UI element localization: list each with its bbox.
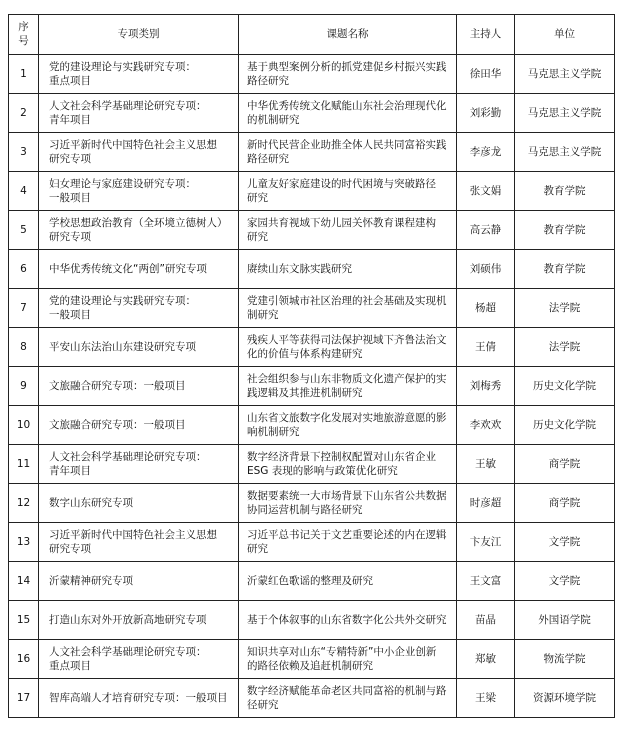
title-line: 径研究 <box>247 699 279 711</box>
category-line: 人文社会科学基础理论研究专项： <box>49 99 207 112</box>
title-line: 数字经济赋能革命老区共同富裕的机制与路 <box>247 684 447 697</box>
category-line: 人文社会科学基础理论研究专项： <box>49 645 207 658</box>
category-line: 研究专项 <box>49 543 91 555</box>
table-row <box>9 328 615 367</box>
title-line: ESG 表现的影响与政策优化研究 <box>247 465 398 477</box>
cell-host: 时彦超 <box>457 484 515 523</box>
table-row <box>9 94 615 133</box>
table-row <box>9 562 615 601</box>
cell-category <box>39 94 239 133</box>
category-line: 沂蒙精神研究专项 <box>49 574 133 587</box>
cell-unit: 商学院 <box>515 484 615 523</box>
cell-serial-number: 13 <box>9 523 39 562</box>
cell-topic-title <box>239 445 457 484</box>
cell-topic-title <box>239 289 457 328</box>
cell-serial-number: 9 <box>9 367 39 406</box>
title-line: 研究 <box>247 543 268 555</box>
header-category: 专项类别 <box>39 15 239 55</box>
table-body <box>9 55 615 718</box>
category-line: 研究专项 <box>49 153 91 165</box>
title-line: 基于典型案例分析的抓党建促乡村振兴实践 <box>247 60 447 73</box>
cell-category <box>39 640 239 679</box>
title-line: 知识共享对山东“专精特新”中小企业创新 <box>247 645 437 658</box>
cell-serial-number: 4 <box>9 172 39 211</box>
cell-topic-title <box>239 640 457 679</box>
cell-unit: 马克思主义学院 <box>515 133 615 172</box>
cell-unit: 文学院 <box>515 562 615 601</box>
cell-category <box>39 445 239 484</box>
cell-host: 高云静 <box>457 211 515 250</box>
table-header-row <box>9 15 615 55</box>
title-line: 家园共育视域下幼儿园关怀教育课程建构 <box>247 216 436 229</box>
cell-unit: 历史文化学院 <box>515 367 615 406</box>
category-line: 一般项目 <box>49 192 91 204</box>
cell-serial-number: 10 <box>9 406 39 445</box>
cell-category <box>39 172 239 211</box>
table-row <box>9 523 615 562</box>
title-line: 路径研究 <box>247 153 289 165</box>
cell-topic-title <box>239 328 457 367</box>
cell-topic-title <box>239 172 457 211</box>
cell-host: 徐田华 <box>457 55 515 94</box>
title-line: 习近平总书记关于文艺重要论述的内在逻辑 <box>247 528 447 541</box>
cell-serial-number: 16 <box>9 640 39 679</box>
category-line: 青年项目 <box>49 465 91 477</box>
cell-serial-number: 15 <box>9 601 39 640</box>
cell-category <box>39 679 239 718</box>
title-line: 研究 <box>247 231 268 243</box>
title-line: 儿童友好家庭建设的时代困境与突破路径 <box>247 177 436 190</box>
table-row <box>9 484 615 523</box>
table-row <box>9 679 615 718</box>
title-line: 路径研究 <box>247 75 289 87</box>
category-line: 数字山东研究专项 <box>49 496 133 509</box>
cell-topic-title <box>239 406 457 445</box>
cell-host: 苗晶 <box>457 601 515 640</box>
cell-topic-title <box>239 484 457 523</box>
cell-host: 郑敏 <box>457 640 515 679</box>
table-row <box>9 445 615 484</box>
cell-category <box>39 328 239 367</box>
title-line: 党建引领城市社区治理的社会基础及实现机 <box>247 294 447 307</box>
category-line: 妇女理论与家庭建设研究专项： <box>49 177 196 190</box>
cell-host: 张文娟 <box>457 172 515 211</box>
table-row <box>9 250 615 289</box>
table-row <box>9 133 615 172</box>
cell-unit: 外国语学院 <box>515 601 615 640</box>
category-line: 智库高端人才培育研究专项：一般项目 <box>49 691 228 704</box>
cell-topic-title <box>239 133 457 172</box>
cell-topic-title <box>239 55 457 94</box>
cell-host: 李欢欢 <box>457 406 515 445</box>
cell-unit: 法学院 <box>515 328 615 367</box>
cell-serial-number: 6 <box>9 250 39 289</box>
cell-serial-number: 7 <box>9 289 39 328</box>
cell-serial-number: 1 <box>9 55 39 94</box>
table-row <box>9 406 615 445</box>
table-row <box>9 172 615 211</box>
cell-unit: 教育学院 <box>515 250 615 289</box>
cell-category <box>39 55 239 94</box>
category-line: 党的建设理论与实践研究专项： <box>49 294 196 307</box>
cell-category <box>39 406 239 445</box>
title-line: 数字经济背景下控制权配置对山东省企业 <box>247 450 436 463</box>
category-line: 习近平新时代中国特色社会主义思想 <box>49 138 217 151</box>
title-line: 残疾人平等获得司法保护视域下齐鲁法治文 <box>247 333 447 346</box>
title-line: 沂蒙红色歌谣的整理及研究 <box>247 574 373 587</box>
cell-serial-number: 12 <box>9 484 39 523</box>
cell-unit: 教育学院 <box>515 172 615 211</box>
cell-host: 李彦龙 <box>457 133 515 172</box>
cell-category <box>39 250 239 289</box>
header-topic-title: 课题名称 <box>239 15 457 55</box>
cell-category <box>39 601 239 640</box>
cell-serial-number: 3 <box>9 133 39 172</box>
title-line: 赓续山东文脉实践研究 <box>247 262 352 275</box>
cell-host: 王梁 <box>457 679 515 718</box>
cell-host: 王敏 <box>457 445 515 484</box>
title-line: 山东省文旅数字化发展对实地旅游意愿的影 <box>247 411 447 424</box>
cell-host: 刘彩勤 <box>457 94 515 133</box>
cell-host: 刘梅秀 <box>457 367 515 406</box>
cell-serial-number: 17 <box>9 679 39 718</box>
category-line: 文旅融合研究专项：一般项目 <box>49 379 186 392</box>
category-line: 文旅融合研究专项：一般项目 <box>49 418 186 431</box>
category-line: 打造山东对外开放新高地研究专项 <box>49 613 207 626</box>
table-container <box>8 14 614 718</box>
cell-topic-title <box>239 211 457 250</box>
title-line: 中华优秀传统文化赋能山东社会治理现代化 <box>247 99 447 112</box>
title-line: 新时代民营企业助推全体人民共同富裕实践 <box>247 138 447 151</box>
title-line: 协同运营机制与路径研究 <box>247 504 363 516</box>
table-row <box>9 601 615 640</box>
category-line: 习近平新时代中国特色社会主义思想 <box>49 528 217 541</box>
cell-topic-title <box>239 94 457 133</box>
cell-topic-title <box>239 679 457 718</box>
category-line: 学校思想政治教育（全环境立德树人） <box>49 216 228 229</box>
cell-host: 杨超 <box>457 289 515 328</box>
project-list-table <box>8 14 615 718</box>
category-line: 平安山东法治山东建设研究专项 <box>49 340 196 353</box>
header-host: 主持人 <box>457 15 515 55</box>
cell-unit: 资源环境学院 <box>515 679 615 718</box>
cell-category <box>39 367 239 406</box>
cell-topic-title <box>239 562 457 601</box>
table-row <box>9 55 615 94</box>
cell-unit: 马克思主义学院 <box>515 55 615 94</box>
cell-category <box>39 523 239 562</box>
category-line: 一般项目 <box>49 309 91 321</box>
header-unit: 单位 <box>515 15 615 55</box>
table-row <box>9 211 615 250</box>
cell-unit: 法学院 <box>515 289 615 328</box>
cell-unit: 马克思主义学院 <box>515 94 615 133</box>
category-line: 青年项目 <box>49 114 91 126</box>
title-line: 研究 <box>247 192 268 204</box>
title-line: 社会组织参与山东非物质文化遗产保护的实 <box>247 372 447 385</box>
title-line: 数据要素统一大市场背景下山东省公共数据 <box>247 489 447 502</box>
cell-category <box>39 211 239 250</box>
title-line: 制研究 <box>247 309 279 321</box>
cell-serial-number: 2 <box>9 94 39 133</box>
cell-unit: 商学院 <box>515 445 615 484</box>
title-line: 的路径依赖及追赶机制研究 <box>247 660 373 672</box>
title-line: 响机制研究 <box>247 426 300 438</box>
category-line: 中华优秀传统文化“两创”研究专项 <box>49 262 207 275</box>
category-line: 人文社会科学基础理论研究专项： <box>49 450 207 463</box>
cell-topic-title <box>239 523 457 562</box>
cell-category <box>39 484 239 523</box>
category-line: 重点项目 <box>49 660 91 672</box>
cell-unit: 物流学院 <box>515 640 615 679</box>
category-line: 研究专项 <box>49 231 91 243</box>
title-line: 基于个体叙事的山东省数字化公共外交研究 <box>247 613 447 626</box>
cell-host: 刘硕伟 <box>457 250 515 289</box>
cell-unit: 历史文化学院 <box>515 406 615 445</box>
cell-host: 王倩 <box>457 328 515 367</box>
table-row <box>9 289 615 328</box>
cell-category <box>39 133 239 172</box>
title-line: 的机制研究 <box>247 114 300 126</box>
cell-host: 卞友江 <box>457 523 515 562</box>
cell-category <box>39 289 239 328</box>
cell-unit: 教育学院 <box>515 211 615 250</box>
category-line: 党的建设理论与实践研究专项： <box>49 60 196 73</box>
title-line: 践逻辑及其推进机制研究 <box>247 387 363 399</box>
table-row <box>9 367 615 406</box>
table-row <box>9 640 615 679</box>
cell-category <box>39 562 239 601</box>
cell-topic-title <box>239 250 457 289</box>
cell-serial-number: 5 <box>9 211 39 250</box>
cell-host: 王文富 <box>457 562 515 601</box>
title-line: 化的价值与体系构建研究 <box>247 348 363 360</box>
header-serial-number: 序 号 <box>9 15 39 55</box>
cell-unit: 文学院 <box>515 523 615 562</box>
cell-topic-title <box>239 367 457 406</box>
cell-serial-number: 8 <box>9 328 39 367</box>
category-line: 重点项目 <box>49 75 91 87</box>
cell-topic-title <box>239 601 457 640</box>
cell-serial-number: 14 <box>9 562 39 601</box>
cell-serial-number: 11 <box>9 445 39 484</box>
